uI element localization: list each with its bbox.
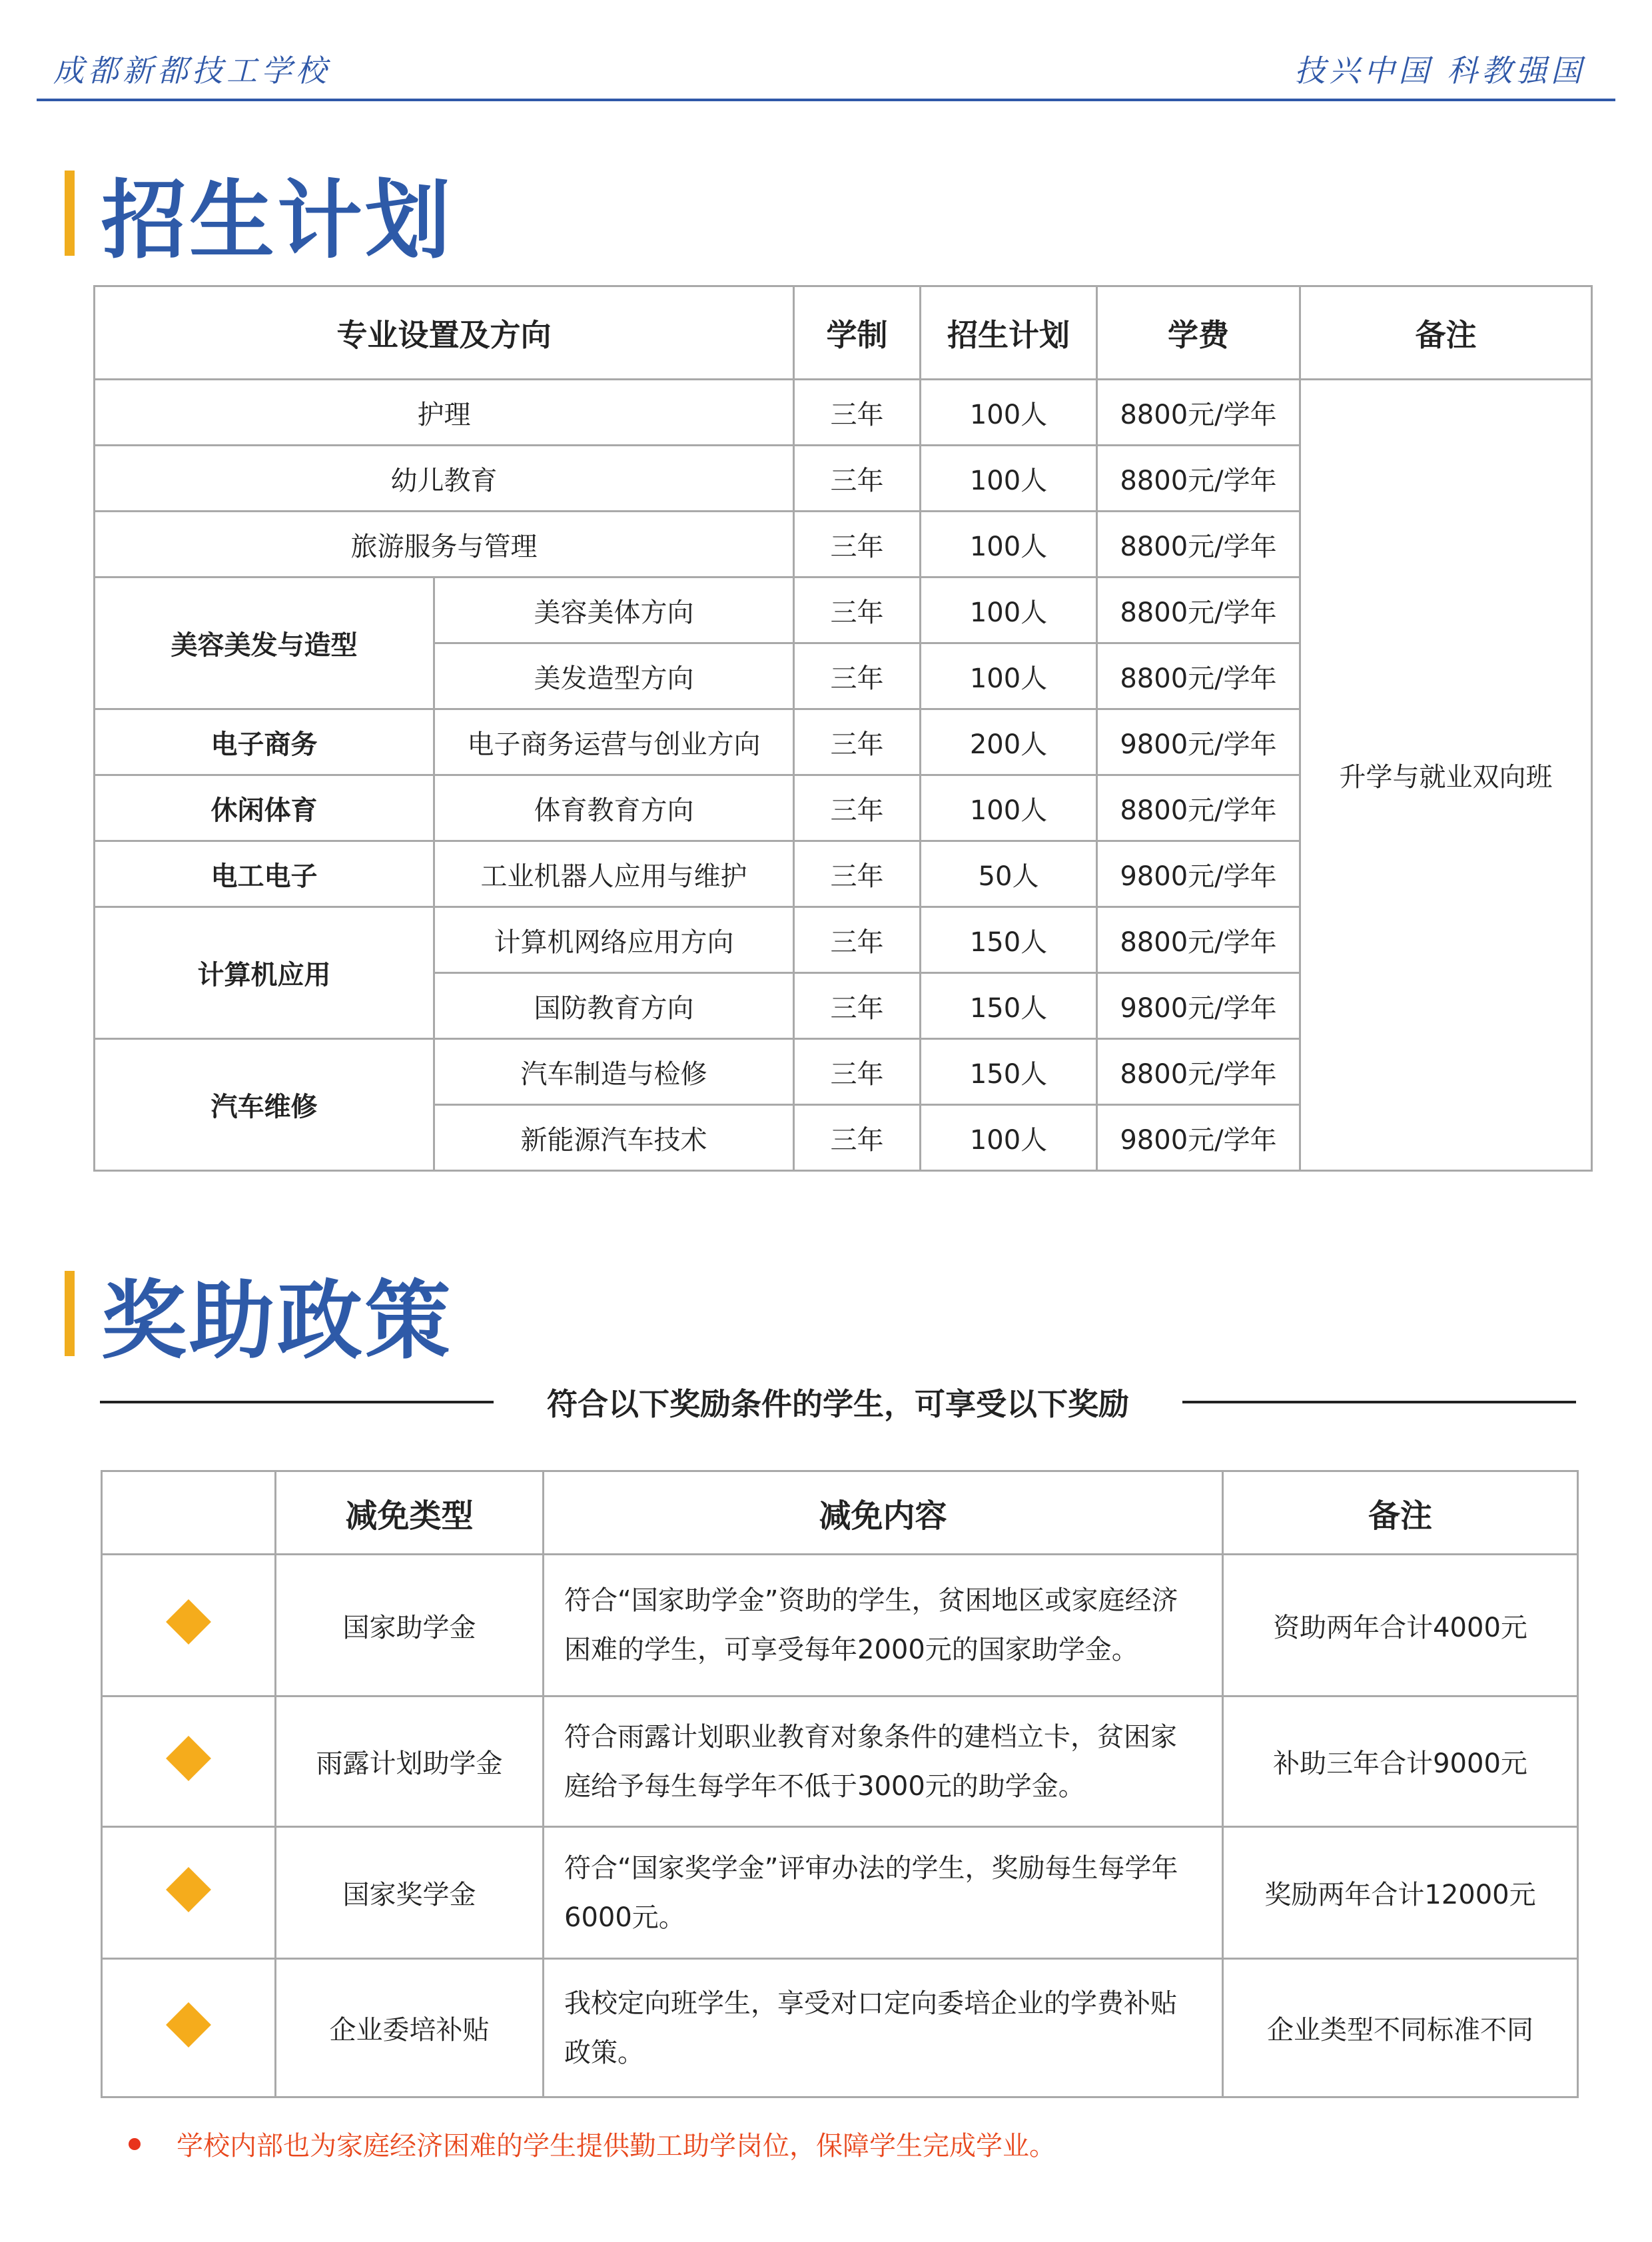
fee-cell: 8800元/学年 [1097,512,1300,577]
footnote-text: 学校内部也为家庭经济困难的学生提供勤工助学岗位，保障学生完成学业。 [177,2131,1056,2161]
plan-cell: 200人 [921,709,1097,775]
col-header-years: 学制 [794,286,921,380]
direction-cell: 电子商务运营与创业方向 [434,709,794,775]
direction-cell: 美容美体方向 [434,577,794,643]
major-cell: 护理 [95,380,794,446]
subtitle-line-left [100,1401,494,1403]
type-cell: 国家奖学金 [276,1827,544,1959]
col-header-plan: 招生计划 [921,286,1097,380]
direction-cell: 体育教育方向 [434,775,794,841]
enrollment-heading [65,152,453,274]
diamond-icon [166,1599,211,1645]
plan-cell: 150人 [921,907,1097,973]
note-cell: 补助三年合计9000元 [1223,1696,1578,1827]
plan-cell: 100人 [921,577,1097,643]
diamond-icon [166,2002,211,2048]
content-cell: 符合雨露计划职业教育对象条件的建档立卡，贫困家庭给予每生每学年不低于3000元的助学金。 [544,1696,1223,1827]
fee-cell: 8800元/学年 [1097,643,1300,709]
category-cell: 休闲体育 [95,775,434,841]
aid-title: 奖助政策 [101,1272,454,1371]
years-cell: 三年 [794,973,921,1039]
years-cell: 三年 [794,1039,921,1105]
years-cell: 三年 [794,512,921,577]
plan-cell: 100人 [921,643,1097,709]
note-cell: 升学与就业双向班 [1300,380,1592,1171]
enrollment-table [93,285,1593,1172]
table-row [102,1827,1578,1959]
category-cell: 电工电子 [95,841,434,907]
table-row [102,1959,1578,2097]
years-cell: 三年 [794,907,921,973]
type-cell: 企业委培补贴 [276,1959,544,2097]
aid-subtitle: 符合以下奖励条件的学生，可享受以下奖励 [547,1386,1129,1422]
note-cell: 奖励两年合计12000元 [1223,1827,1578,1959]
category-cell: 汽车维修 [95,1039,434,1171]
plan-cell: 100人 [921,775,1097,841]
plan-cell: 100人 [921,446,1097,512]
direction-cell: 国防教育方向 [434,973,794,1039]
fee-cell: 8800元/学年 [1097,1039,1300,1105]
slogan: 技兴中国 科教强国 [1294,53,1585,89]
content-cell: 符合“国家奖学金”评审办法的学生，奖励每生每学年6000元。 [544,1827,1223,1959]
years-cell: 三年 [794,577,921,643]
col-header-content: 减免内容 [544,1471,1223,1555]
col-header-major: 专业设置及方向 [95,286,794,380]
type-cell: 国家助学金 [276,1555,544,1696]
fee-cell: 8800元/学年 [1097,907,1300,973]
col-header-note: 备注 [1300,286,1592,380]
fee-cell: 9800元/学年 [1097,709,1300,775]
major-cell: 幼儿教育 [95,446,794,512]
marker-cell [102,1827,276,1959]
school-name: 成都新都技工学校 [53,53,330,89]
aid-heading [65,1252,453,1375]
aid-subtitle-row [100,1372,1576,1432]
content-cell: 符合“国家助学金”资助的学生，贫困地区或家庭经济困难的学生，可享受每年2000元的国家助学金。 [544,1555,1223,1696]
enrollment-title: 招生计划 [101,171,454,270]
plan-cell: 100人 [921,512,1097,577]
subtitle-line-right [1182,1401,1576,1403]
fee-cell: 8800元/学年 [1097,577,1300,643]
col-header-note: 备注 [1223,1471,1578,1555]
bullet-dot-icon [129,2138,141,2150]
marker-cell [102,1959,276,2097]
table-row [102,1696,1578,1827]
years-cell: 三年 [794,1105,921,1171]
header-divider [37,99,1615,101]
plan-cell: 100人 [921,1105,1097,1171]
direction-cell: 计算机网络应用方向 [434,907,794,973]
fee-cell: 8800元/学年 [1097,775,1300,841]
category-cell: 计算机应用 [95,907,434,1039]
fee-cell: 8800元/学年 [1097,446,1300,512]
plan-cell: 100人 [921,380,1097,446]
years-cell: 三年 [794,775,921,841]
years-cell: 三年 [794,709,921,775]
type-cell: 雨露计划助学金 [276,1696,544,1827]
fee-cell: 9800元/学年 [1097,841,1300,907]
direction-cell: 工业机器人应用与维护 [434,841,794,907]
years-cell: 三年 [794,841,921,907]
note-cell: 资助两年合计4000元 [1223,1555,1578,1696]
note-cell: 企业类型不同标准不同 [1223,1959,1578,2097]
table-row [95,380,1592,446]
marker-cell [102,1555,276,1696]
marker-cell [102,1696,276,1827]
plan-cell: 150人 [921,1039,1097,1105]
plan-cell: 50人 [921,841,1097,907]
category-cell: 美容美发与造型 [95,577,434,709]
direction-cell: 美发造型方向 [434,643,794,709]
direction-cell: 汽车制造与检修 [434,1039,794,1105]
fee-cell: 8800元/学年 [1097,380,1300,446]
col-header-marker [102,1471,276,1555]
years-cell: 三年 [794,643,921,709]
col-header-fee: 学费 [1097,286,1300,380]
years-cell: 三年 [794,380,921,446]
plan-cell: 150人 [921,973,1097,1039]
heading-accent-bar [65,171,75,256]
category-cell: 电子商务 [95,709,434,775]
years-cell: 三年 [794,446,921,512]
diamond-icon [166,1867,211,1912]
major-cell: 旅游服务与管理 [95,512,794,577]
aid-table [101,1470,1579,2098]
fee-cell: 9800元/学年 [1097,1105,1300,1171]
footnote [177,2125,1056,2163]
table-row [102,1555,1578,1696]
col-header-type: 减免类型 [276,1471,544,1555]
heading-accent-bar [65,1271,75,1356]
fee-cell: 9800元/学年 [1097,973,1300,1039]
diamond-icon [166,1736,211,1781]
direction-cell: 新能源汽车技术 [434,1105,794,1171]
content-cell: 我校定向班学生，享受对口定向委培企业的学费补贴政策。 [544,1959,1223,2097]
